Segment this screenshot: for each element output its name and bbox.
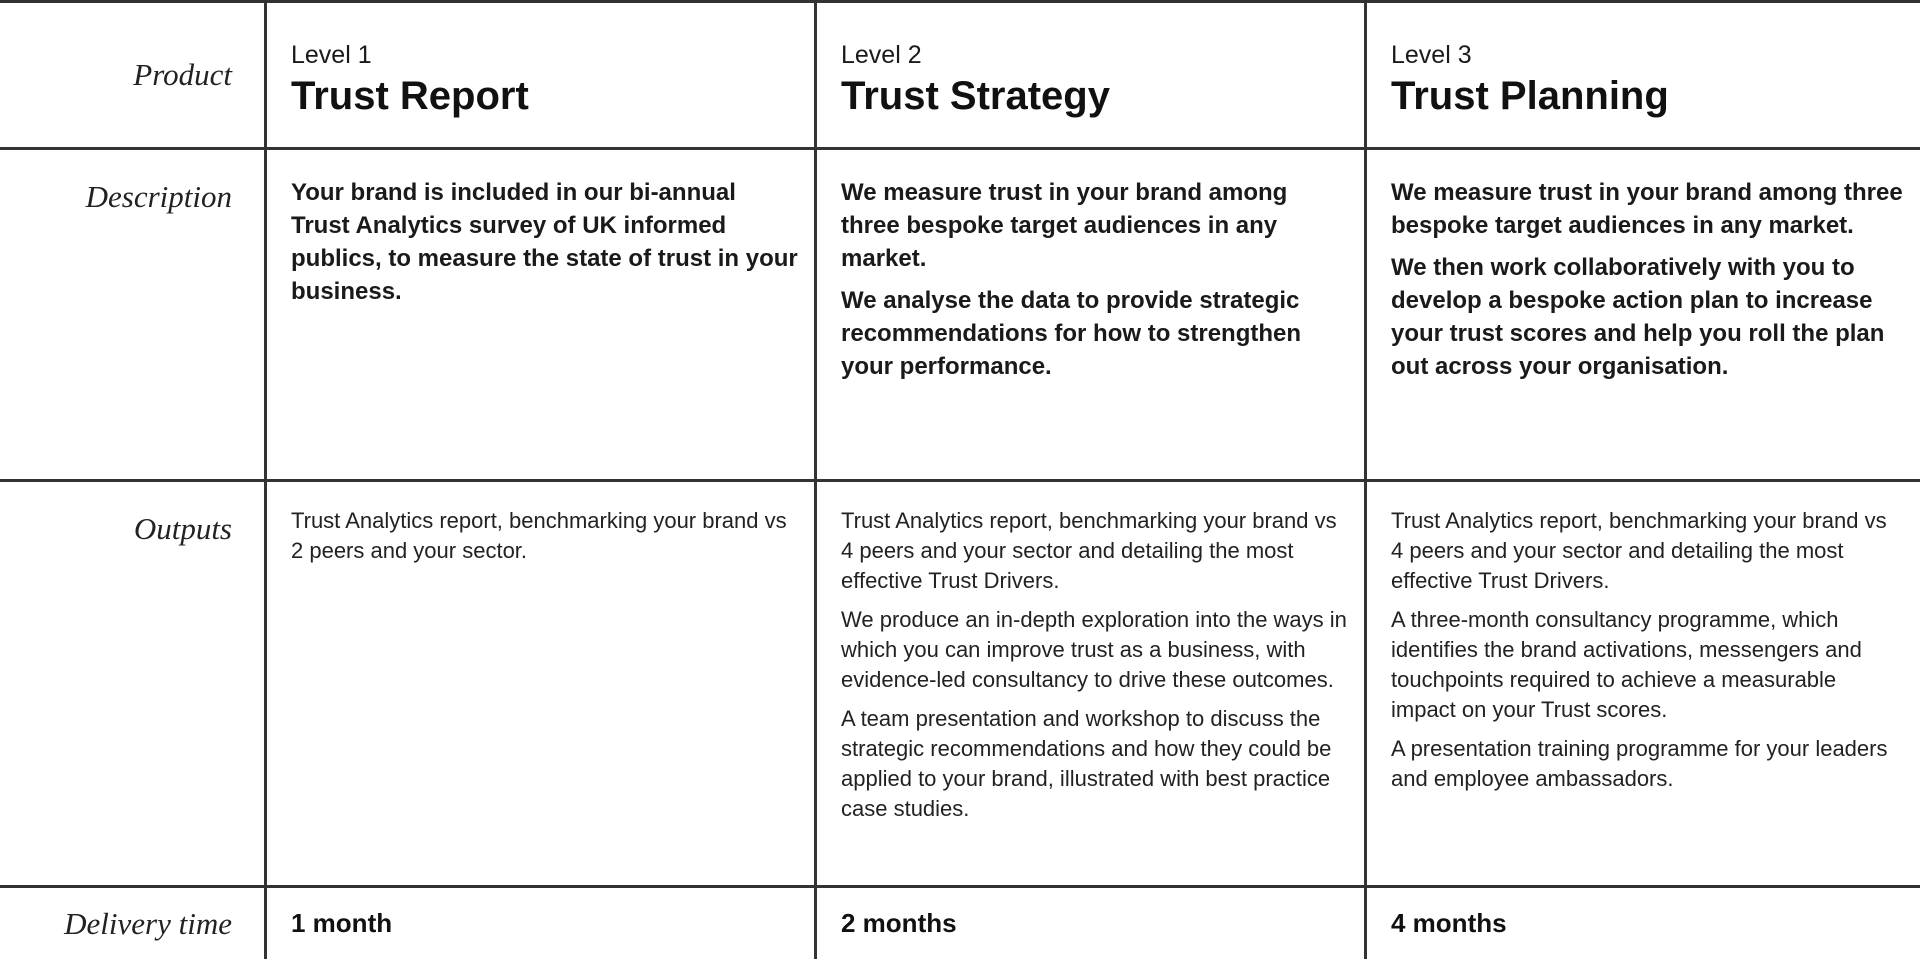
row-label-product-text: Product [133,57,232,92]
description-paragraph: We analyse the data to provide strategic recommendations for how to strengthen your performance. [841,287,1302,380]
outputs-cell-level-3 [1367,482,1920,888]
description-cell-level-3 [1367,150,1920,482]
delivery-cell-level-3 [1367,888,1920,959]
product-cell-level-2 [817,0,1367,150]
description-cell-level-2 [817,150,1367,482]
table-top-border [0,0,1920,3]
product-cell-level-1 [267,0,817,150]
description-paragraph: We measure trust in your brand among three bespoke target audiences in any market. [1391,179,1903,239]
outputs-paragraph: We produce an in-depth exploration into the ways in which you can improve trust as a business, with evidence-led consultancy to drive these outcomes. [841,607,1347,692]
product-cell-level-3 [1367,0,1920,150]
outputs-paragraph: A team presentation and workshop to discuss the strategic recommendations and how they could be applied to your brand, illustrated with best practice case studies. [841,706,1332,821]
level-label: Level 3 [1391,41,1472,69]
row-label-product [0,0,267,150]
delivery-cell-level-1 [267,888,817,959]
product-name: Trust Planning [1391,74,1669,118]
outputs-paragraph: Trust Analytics report, benchmarking your brand vs 4 peers and your sector and detailing the most effective Trust Drivers. [841,508,1337,593]
description-paragraph: We measure trust in your brand among three bespoke target audiences in any market. [841,179,1288,272]
row-label-outputs-text: Outputs [133,511,232,546]
delivery-cell-level-2 [817,888,1367,959]
outputs-paragraph: A presentation training programme for your leaders and employee ambassadors. [1391,736,1888,791]
outputs-paragraph: Trust Analytics report, benchmarking your brand vs 4 peers and your sector and detailing the most effective Trust Drivers. [1391,508,1887,593]
description-cell-level-1 [267,150,817,482]
delivery-time-value: 1 month [291,908,393,938]
outputs-cell-level-1 [267,482,817,888]
outputs-paragraph: A three-month consultancy programme, which identifies the brand activations, messengers and touchpoints required to achieve a measurable impact on your Trust scores. [1391,607,1862,722]
row-label-delivery-time-text: Delivery time [64,906,232,941]
description-paragraph: We then work collaboratively with you to develop a bespoke action plan to increase your trust scores and help you roll the plan out across your organisation. [1391,254,1885,380]
level-label: Level 1 [291,41,372,69]
description-paragraph: Your brand is included in our bi-annual Trust Analytics survey of UK informed publics, to measure the state of trust in your business. [291,179,798,305]
product-name: Trust Report [291,74,529,118]
outputs-cell-level-2 [817,482,1367,888]
level-label: Level 2 [841,41,922,69]
delivery-time-value: 4 months [1391,908,1507,938]
row-label-description-text: Description [85,179,232,214]
delivery-time-value: 2 months [841,908,957,938]
row-label-delivery-time [0,888,267,959]
product-name: Trust Strategy [841,74,1110,118]
outputs-paragraph: Trust Analytics report, benchmarking your brand vs 2 peers and your sector. [291,508,787,563]
row-label-description [0,150,267,482]
row-label-outputs [0,482,267,888]
